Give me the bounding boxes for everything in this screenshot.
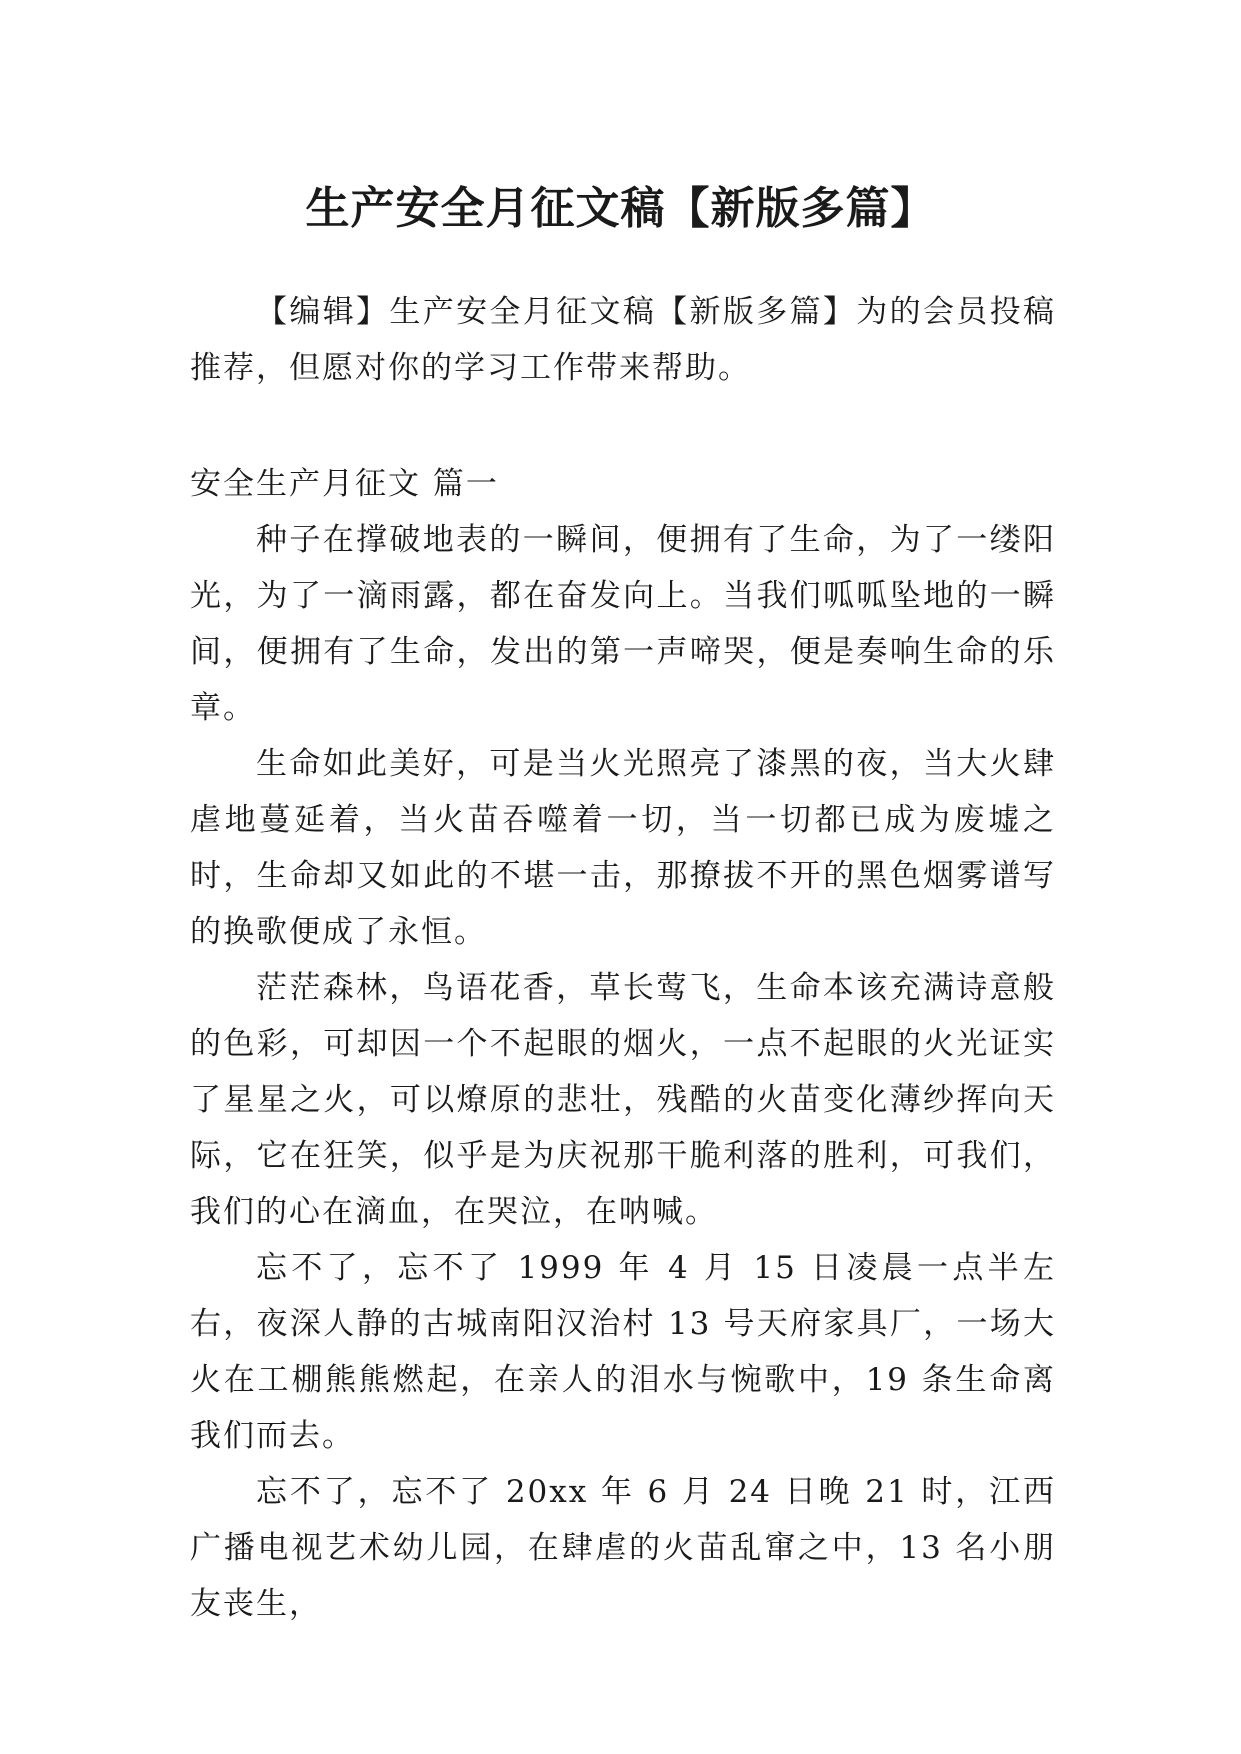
document-title: 生产安全月征文稿【新版多篇】 xyxy=(305,183,936,235)
body-paragraph: 忘不了，忘不了 1999 年 4 月 15 日凌晨一点半左右，夜深人静的古城南阳汉治村 13 号天府家具厂，一场大火在工棚熊熊燃起，在亲人的泪水与惋歌中，19 条生命离我们而去。 xyxy=(190,1250,1056,1454)
document-body xyxy=(190,284,1056,1632)
body-paragraph: 茫茫森林，鸟语花香，草长莺飞，生命本该充满诗意般的色彩，可却因一个不起眼的烟火，一点不起眼的火光证实了星星之火，可以燎原的悲壮，残酷的火苗变化薄纱挥向天际，它在狂笑，似乎是为庆祝那干脆利落的胜利，可我们，我们的心在滴血，在哭泣，在呐喊。 xyxy=(190,970,1056,1230)
body-paragraph: 忘不了，忘不了 20xx 年 6 月 24 日晚 21 时，江西广播电视艺术幼儿园，在肆虐的火苗乱窜之中，13 名小朋友丧生， xyxy=(190,1474,1056,1622)
section-heading: 安全生产月征文 篇一 xyxy=(190,466,499,502)
body-paragraph: 种子在撑破地表的一瞬间，便拥有了生命，为了一缕阳光，为了一滴雨露，都在奋发向上。当我们呱呱坠地的一瞬间，便拥有了生命，发出的第一声啼哭，便是奏响生命的乐章。 xyxy=(190,522,1056,726)
intro-paragraph: 【编辑】生产安全月征文稿【新版多篇】为的会员投稿推荐，但愿对你的学习工作带来帮助。 xyxy=(190,294,1056,386)
body-paragraph: 生命如此美好，可是当火光照亮了漆黑的夜，当大火肆虐地蔓延着，当火苗吞噬着一切，当一切都已成为废墟之时，生命却又如此的不堪一击，那撩拔不开的黑色烟雾谱写的换歌便成了永恒。 xyxy=(190,746,1056,950)
